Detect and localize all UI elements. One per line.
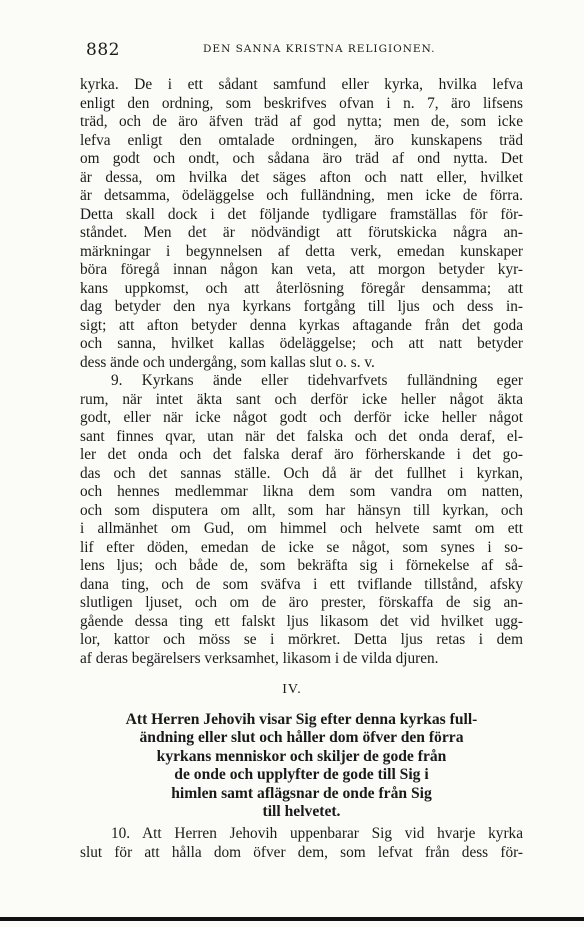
text-line: slut för att hålla dom öfver dem, som lefvat från dess för- [80, 843, 523, 861]
page-header [86, 40, 534, 60]
text-line: 9. Kyrkans ände eller tidehvarfvets fulländning eger [111, 372, 523, 389]
text-line: gående dessa ting ett falskt ljus likasom det vid hvilket ugg- [80, 612, 523, 630]
text-line: lif efter döden, emedan de icke se något, som synes i so- [80, 538, 523, 556]
text-line: och sanna, hvilket kallas ödeläggelse; och att natt betyder [80, 335, 523, 352]
text-line: dag betyder den nya kyrkans fortgång till ljus och dess in- [80, 298, 523, 315]
heading-line: Att Herren Jehovih visar Sig efter denna kyrkas full- [125, 711, 478, 728]
text-line: märkningar i begynnelsen af detta verk, emedan kunskaper [80, 242, 523, 260]
paragraph-9 [80, 372, 523, 668]
heading-line: de onde och upplyfter de gode till Sig i [174, 766, 429, 784]
body-text [80, 76, 523, 668]
page-edge-rule [0, 917, 584, 921]
text-line: lens ljus; och både de, som bekräfta sig i förnekelse af så- [80, 557, 523, 574]
section-heading [80, 711, 523, 821]
text-line: dess ände och undergång, som kallas slut o. s. v. [80, 353, 375, 371]
text-line: är dessa, om hvilka det säges afton och natt eller, hvilket [80, 168, 523, 186]
text-line: enligt den ordning, som beskrifves ofvan i n. 7, äro lifsens [80, 94, 523, 112]
text-line: ståndet. Men det är nödvändigt att förutskicka några an- [80, 224, 523, 241]
text-line: lor, kattor och möss se i mörkret. Detta ljus retas i dem [80, 631, 523, 648]
text-line: dana ting, och de som sväfva i ett tviflande tillstånd, afsky [80, 575, 523, 593]
section-number: IV. [282, 682, 302, 697]
paragraph-10 [80, 825, 523, 862]
heading-line: himlen samt aflägsnar de onde från Sig [171, 784, 432, 802]
text-line: das och det sannas ställe. Och då är det fullhet i kyrkan, [80, 464, 523, 482]
text-line: kyrka. De i ett sådant samfund eller kyrka, hvilka lefva [80, 76, 523, 93]
text-line: lefva enligt den omtalade ordningen, äro kunskapens träd [80, 131, 523, 149]
heading-line: till helvetet. [262, 803, 341, 821]
text-line: om godt och ondt, och sådana äro träd af ond nytta. Det [80, 150, 523, 167]
text-line: är detsamma, ödeläggelse och fulländning, men icke de förra. [80, 187, 523, 204]
page-number: 882 [86, 40, 120, 60]
text-line: böra föregå innan någon kan veta, att morgon betyder kyr- [80, 261, 523, 278]
text-line: 10. Att Herren Jehovih uppenbarar Sig vid hvarje kyrka [111, 825, 523, 842]
text-line: slutligen ljuset, och om de äro prester, förskaffa de sig an- [80, 594, 523, 611]
text-line: sigt; att afton betyder denna kyrkas aftagande från det goda [80, 316, 523, 334]
paragraph-8-continued [80, 76, 523, 372]
text-line: Detta skall dock i det följande tydligare framställas för för- [80, 205, 523, 223]
text-line: rum, när intet äkta sant och derför icke heller något äkta [80, 390, 523, 408]
text-line: ler det onda och det falska deraf äro förherskande i det go- [80, 446, 523, 463]
text-line: af deras begärelsers verksamhet, likasom i de vilda djuren. [80, 649, 439, 667]
running-title: DEN SANNA KRISTNA RELIGIONEN. [203, 43, 436, 55]
text-line: och som disputera om allt, som har hänsyn till kyrkan, och [80, 501, 523, 519]
text-line: kans uppkomst, och att återlösning föregår densamma; att [80, 279, 523, 297]
text-line: i allmänhet om Gud, om himmel och helvete samt om ett [80, 520, 523, 537]
text-line: och hennes medlemmar likna dem som vandra om natten, [80, 483, 523, 500]
text-line: träd, och de äro äfven träd af god nytta; men de, som icke [80, 113, 523, 130]
heading-line: kyrkans menniskor och skiljer de gode från [156, 747, 447, 765]
text-line: godt, eller när icke något godt och derför icke heller något [80, 409, 523, 426]
heading-line: ändning eller slut och håller dom öfver den förra [139, 729, 464, 747]
text-line: sant finnes qvar, utan när det falska och det onda deraf, el- [80, 427, 523, 445]
